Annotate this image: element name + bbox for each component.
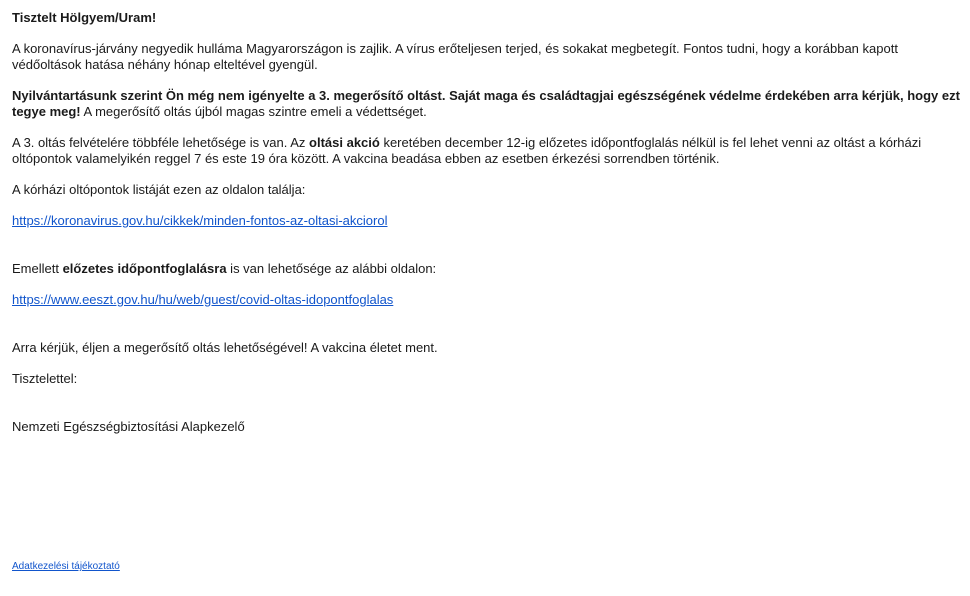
paragraph-booking: [12, 261, 960, 277]
eeszt-link[interactable]: https://www.eeszt.gov.hu/hu/web/guest/covid-oltas-idopontfoglalas: [12, 292, 394, 307]
paragraph-options: [12, 135, 960, 167]
greeting: Tisztelt Hölgyem/Uram!: [12, 10, 157, 25]
link-row-1: [12, 213, 960, 229]
paragraph-hospital-list: A kórházi oltópontok listáját ezen az oldalon találja:: [12, 182, 306, 197]
paragraph-appeal: Arra kérjük, éljen a megerősítő oltás lehetőségével! A vakcina életet ment.: [12, 340, 438, 355]
paragraph-options-bold: oltási akció: [309, 135, 380, 150]
koronavirus-link[interactable]: https://koronavirus.gov.hu/cikkek/minden-fontos-az-oltasi-akciorol: [12, 213, 388, 228]
paragraph-options-end: keretében december 12-ig előzetes időpontfoglalás nélkül is fel lehet venni az oltást a kórházi oltópontok valamelyikén reggel 7 és este 19 óra között. A vakcina beadása ebben az esetben érkezési sorrendben történik.: [12, 135, 922, 166]
closing: Tisztelettel:: [12, 371, 78, 386]
footer: [12, 561, 120, 573]
privacy-policy-link[interactable]: Adatkezelési tájékoztató: [12, 561, 120, 572]
link-row-2: [12, 292, 960, 308]
paragraph-booking-bold: előzetes időpontfoglalásra: [62, 261, 227, 276]
paragraph-options-start: A 3. oltás felvételére többféle lehetősége is van. Az: [12, 135, 310, 150]
paragraph-booster-bold: Nyilvántartásunk szerint Ön még nem igényelte a 3. megerősítő oltást. Saját maga és családtagjai egészségének védelme érdekében arra kérjük, hogy ezt tegye meg!: [12, 88, 960, 119]
paragraph-booster-rest: A megerősítő oltás újból magas szintre emeli a védettséget.: [80, 104, 427, 119]
paragraph-booster: [12, 88, 960, 120]
paragraph-booking-start: Emellett: [12, 261, 63, 276]
signature: Nemzeti Egészségbiztosítási Alapkezelő: [12, 419, 245, 434]
paragraph-intro: A koronavírus-járvány negyedik hulláma Magyarországon is zajlik. A vírus erőteljesen terjed, és sokakat megbetegít. Fontos tudni, hogy a korábban kapott védőoltások hatása néhány hónap elteltével gyengül.: [12, 41, 898, 72]
email-body: [12, 10, 960, 435]
paragraph-booking-end: is van lehetősége az alábbi oldalon:: [226, 261, 437, 276]
